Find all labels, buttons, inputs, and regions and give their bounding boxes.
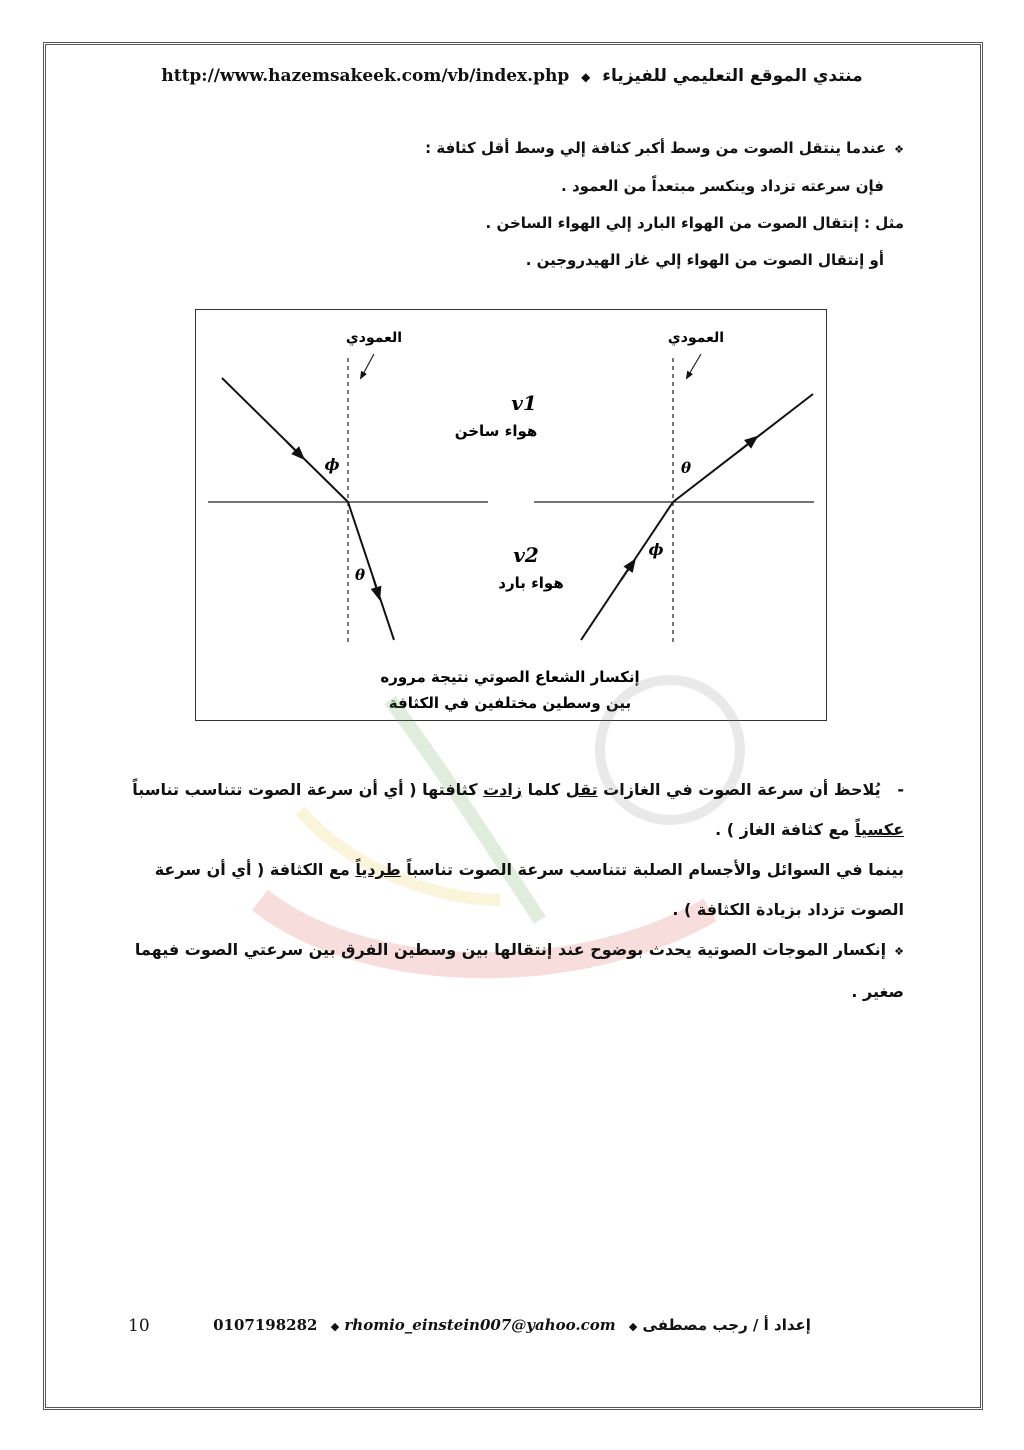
author-email[interactable]: rhomio_einstein007@yahoo.com [344, 1316, 616, 1334]
intro-line-3: مثل : إنتقال الصوت من الهواء البارد إلي الهواء الساخن . [485, 214, 904, 232]
phi-label-right: ϕ [648, 540, 664, 559]
incident-arrow-left [286, 441, 300, 455]
normal-pointer-left [362, 354, 374, 376]
phone-number: 0107198282 [213, 1316, 318, 1334]
bullet-icon: ❖ [894, 945, 904, 958]
intro-line-2: فإن سرعته تزداد وينكسر مبتعداً من العمود . [561, 177, 884, 195]
intro-section [264, 130, 904, 279]
author-credit: إعداد أ / رجب مصطفى [642, 1316, 811, 1334]
incident-ray-left [222, 378, 348, 502]
normal-label-right: العمودي [667, 330, 725, 346]
underlined-word-inverse: عكسياً [854, 820, 904, 839]
caption-line-2: بين وسطين مختلفين في الكثافة [388, 694, 632, 712]
phi-label-left: ϕ [324, 455, 340, 474]
theta-label-right: θ [680, 459, 692, 477]
refraction-diagram [195, 309, 827, 721]
page-footer [60, 1316, 964, 1346]
refracted-arrow-right [738, 440, 753, 452]
v2-label: v2 [513, 543, 539, 567]
incident-arrow-right [621, 564, 632, 580]
page-header [60, 66, 964, 86]
intro-line-1: عندما ينتقل الصوت من وسط أكبر كثافة إلي وسط أقل كثافة : [425, 139, 887, 157]
bullet-icon: ❖ [894, 143, 904, 156]
paragraph-gas-density: - يُلاحظ أن سرعة الصوت في الغازات تقل كلما زادت كثافتها ( أي أن سرعة الصوت تتناسب تناسباً عكسياً مع كثافة الغاز ) . [132, 780, 904, 839]
underlined-word-increase: زادت [483, 780, 523, 799]
header-separator: ◆ [581, 70, 591, 84]
footer-credits [60, 1316, 964, 1334]
normal-pointer-right [688, 354, 701, 376]
paragraph-refraction-note: ❖إنكسار الموجات الصوتية يحدث بوضوح عند إنتقالها بين وسطين الفرق بين سرعتي الصوت فيهما صغير . [134, 940, 904, 1001]
dash-mark: - [897, 780, 904, 799]
refracted-arrow-left [373, 577, 378, 594]
forum-url[interactable]: http://www.hazemsakeek.com/vb/index.php [161, 66, 570, 86]
cold-air-label: هواء بارد [498, 574, 564, 592]
normal-label-left: العمودي [345, 330, 403, 346]
caption-line-1: إنكسار الشعاع الصوتي نتيجة مروره [380, 668, 640, 686]
underlined-word-direct: طردياً [355, 860, 401, 879]
intro-line-4: أو إنتقال الصوت من الهواء إلي غاز الهيدروجين . [525, 251, 884, 269]
v1-label: v1 [511, 391, 537, 415]
footer-separator-1: ◆ [628, 1320, 638, 1333]
theta-label-left: θ [354, 566, 366, 584]
body-section [124, 770, 904, 1012]
footer-separator-2: ◆ [330, 1320, 340, 1333]
paragraph-liquids-solids: بينما في السوائل والأجسام الصلبة تتناسب سرعة الصوت تناسباً طردياً مع الكثافة ( أي أن سرعة الصوت تزداد بزيادة الكثافة ) . [154, 860, 904, 919]
hot-air-label: هواء ساخن [454, 422, 538, 440]
page-number: 10 [128, 1316, 150, 1336]
underlined-word-decrease: تقل [565, 780, 598, 799]
forum-name: منتدي الموقع التعليمي للفيزياء [602, 66, 863, 86]
